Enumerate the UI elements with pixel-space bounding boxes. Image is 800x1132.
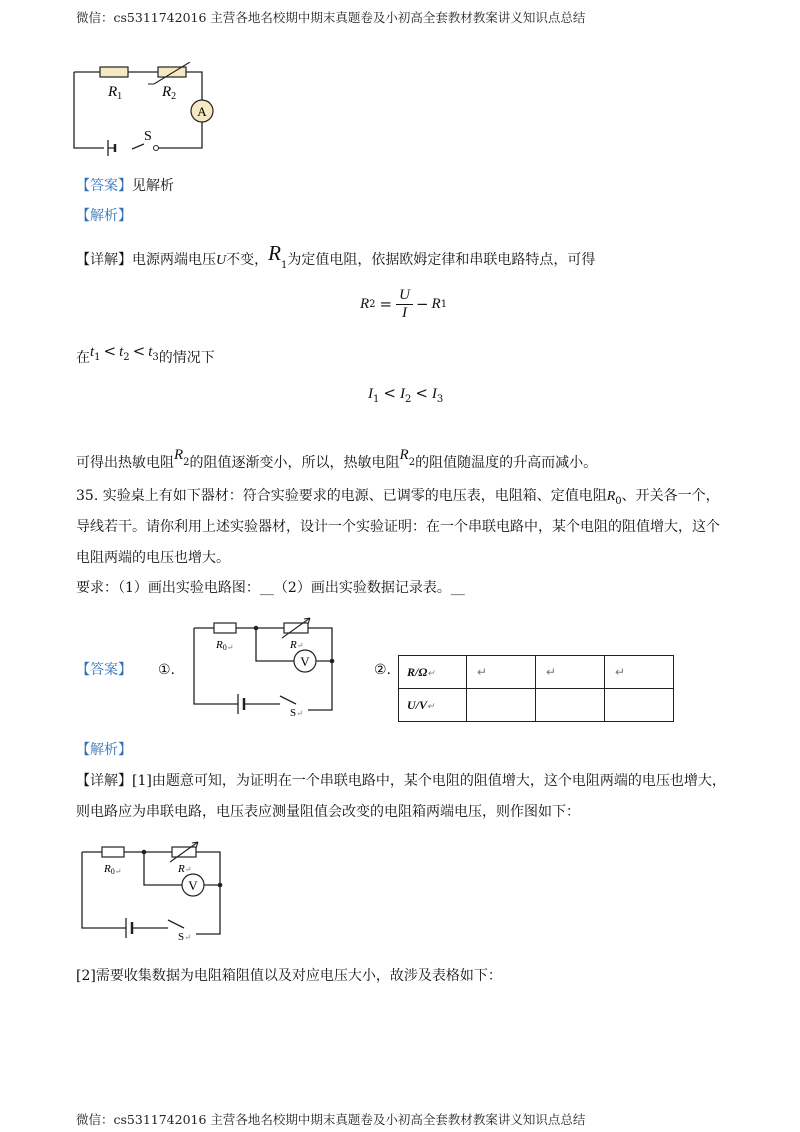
detail2-line-1 [76, 771, 726, 791]
junction-right-2 [218, 883, 223, 888]
r2-a: R [174, 447, 184, 463]
formula-num: U [396, 287, 413, 305]
circuit-diagram-2 [186, 612, 346, 720]
svg-text:S↵ [290, 707, 303, 719]
q35-requirement: 要求：（1）画出实验电路图：__（2）画出实验数据记录表。__ [76, 580, 465, 596]
switch-label: S [144, 129, 152, 144]
record-table [398, 655, 674, 722]
analysis-tag-2: 【解析】 [76, 742, 132, 758]
t3: t [148, 344, 153, 360]
detail-text-c: 为定值电阻，依据欧姆定律和串联电路特点，可得 [287, 252, 596, 268]
table-row [399, 656, 674, 689]
detail-tag: 【详解】 [76, 252, 132, 268]
table-cell: ↵ [605, 656, 674, 689]
r-mark-2: ↵ [184, 865, 192, 874]
ineq-i [368, 384, 443, 405]
t1: t [90, 344, 95, 360]
table-cell: ↵ [467, 656, 536, 689]
q35-r0: R [606, 489, 616, 504]
r0-mark: ↵ [226, 643, 234, 652]
table-cell [467, 689, 536, 722]
r0-label-2: R [104, 863, 111, 875]
table-head-u [399, 689, 467, 722]
svg-text:S↵ [178, 931, 191, 943]
t2: t [119, 344, 124, 360]
voltmeter-label-2: V [188, 878, 198, 893]
detail-text-b: 不变， [226, 252, 269, 268]
page-footer: 微信：cs5311742016 主营各地名校期中期末真题卷及小初高全套教材教案讲义知识点总结 [76, 1112, 586, 1127]
formula-rhs-sub: 1 [440, 298, 448, 310]
table-head-u-mark: ↵ [427, 700, 435, 711]
answer-tag-2: 【答案】 [76, 662, 132, 678]
q35-text-1-tail: 、开关各一个， [621, 488, 720, 504]
lt-2: < [132, 342, 146, 360]
formula-lhs: R [360, 295, 370, 312]
table-head-u-text: U/V [407, 697, 428, 712]
table-row [399, 689, 674, 722]
switch-mark-2: ↵ [296, 709, 303, 718]
switch-contact [154, 146, 159, 151]
answer-mark-1: ①. [158, 662, 176, 678]
i2-sub: 2 [404, 394, 412, 405]
junction-left [254, 626, 259, 631]
r0-mark-2: ↵ [114, 867, 122, 876]
table-cell [605, 689, 674, 722]
answer-tag: 【答案】 [76, 178, 132, 194]
var-r1-sub: 1 [280, 260, 288, 271]
r-mark: ↵ [296, 641, 304, 650]
q35-text-1: 35. 实验桌上有如下器材：符合实验要求的电源、已调零的电压表，电阻箱、定值电阻 [76, 488, 607, 504]
var-r1: R [268, 241, 281, 265]
answer-line-1 [76, 176, 174, 196]
table-head-r-mark: ↵ [427, 667, 435, 678]
resistor-r1 [100, 67, 128, 77]
detail-text-g: 的阻值逐渐变小，所以，热敏电阻 [189, 455, 400, 471]
svg-text:R↵ [289, 639, 303, 651]
detail-text-a: 电源两端电压 [132, 252, 216, 268]
table-cell: ↵ [536, 656, 605, 689]
formula-minus: − [415, 295, 429, 313]
t1-sub: 1 [94, 352, 101, 363]
r0-label: R [216, 639, 223, 651]
resistor-r0-2 [102, 847, 124, 857]
thermistor-r2 [158, 67, 186, 77]
table-head-r-text: R/Ω [407, 664, 428, 679]
table-head-r [399, 656, 467, 689]
r1-label: R [108, 84, 118, 100]
r0-sub-2: 0 [110, 867, 115, 876]
junction-left-2 [142, 850, 147, 855]
detail-line-2 [76, 336, 215, 373]
i3: I [431, 386, 437, 402]
r0-sub: 0 [222, 643, 227, 652]
r1-sub: 1 [117, 91, 123, 102]
q35-r0-sub: 0 [615, 496, 622, 507]
formula-eq: = [379, 295, 393, 313]
switch-label-3: S [178, 931, 185, 943]
detail2-line-2: 则电路应为串联电路，电压表应测量阻值会改变的电阻箱两端电压，则作图如下： [76, 804, 580, 820]
formula-fraction [396, 287, 413, 322]
detail2-line-3: [2]需要收集数据为电阻箱阻值以及对应电压大小，故涉及表格如下： [76, 968, 502, 984]
r2-sub: 2 [171, 91, 177, 102]
svg-text:R0↵ [215, 639, 233, 652]
switch-label-2: S [290, 707, 297, 719]
circuit-diagram-3 [74, 836, 234, 944]
t3-sub: 3 [152, 352, 159, 363]
circuit-diagram-1 [70, 62, 220, 162]
i1-sub: 1 [373, 394, 380, 405]
detail-text-f: 可得出热敏电阻 [76, 455, 174, 471]
q35-line-3: 电阻两端的电压也增大。 [76, 550, 230, 566]
q35-line-1 [76, 486, 720, 512]
detail-text-d: 在 [76, 350, 90, 366]
r2-a-sub: 2 [183, 457, 190, 468]
svg-text:R2 [161, 84, 176, 102]
i1: I [368, 386, 373, 402]
lt-1: < [103, 342, 117, 360]
r-label-2: R [178, 863, 185, 875]
r2-label: R [162, 84, 172, 100]
i2: I [399, 386, 405, 402]
svg-text:R↵ [177, 863, 191, 875]
table-cell [536, 689, 605, 722]
junction-right [330, 659, 335, 664]
resistor-r0 [214, 623, 236, 633]
answer-text: 见解析 [132, 178, 174, 194]
ineq-t [90, 342, 159, 363]
formula-den: I [402, 304, 408, 321]
voltmeter-label: V [300, 654, 310, 669]
detail-line-3 [76, 440, 597, 478]
t2-sub: 2 [123, 352, 130, 363]
detail2-tag: 【详解】 [76, 773, 132, 789]
r2-b-sub: 2 [408, 457, 416, 468]
var-u: U [216, 253, 227, 268]
detail-text-e: 的情况下 [158, 350, 215, 366]
ammeter-label: A [197, 104, 207, 119]
formula-rhs: R [431, 295, 441, 312]
detail-text-h: 的阻值随温度的升高而减小。 [415, 455, 598, 471]
i3-sub: 3 [436, 394, 444, 405]
formula-r2 [360, 284, 447, 324]
switch-mark-3: ↵ [184, 933, 191, 942]
svg-text:R1 [107, 84, 122, 102]
i-lt-1: < [383, 384, 396, 402]
analysis-tag-1: 【解析】 [76, 208, 132, 224]
q35-line-2: 导线若干。请你利用上述实验器材，设计一个实验证明：在一个串联电路中，某个电阻的阻值增大，这个 [76, 519, 720, 535]
page-header: 微信：cs5311742016 主营各地名校期中期末真题卷及小初高全套教材教案讲义知识点总结 [76, 10, 586, 25]
formula-lhs-sub: 2 [369, 298, 376, 310]
i-lt-2: < [415, 384, 428, 402]
detail-line-1 [76, 238, 595, 281]
r-label: R [290, 639, 297, 651]
detail2-text-1: [1]由题意可知，为证明在一个串联电路中，某个电阻的阻值增大，这个电阻两端的电压也增大， [132, 773, 726, 789]
r2-b: R [399, 447, 409, 463]
svg-text:R0↵ [103, 863, 121, 876]
answer-mark-2: ②. [374, 662, 392, 678]
